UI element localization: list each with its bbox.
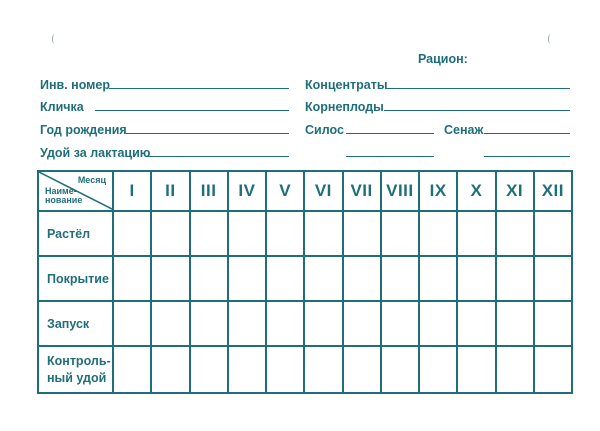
birth-year-field[interactable]	[126, 133, 289, 134]
cell-calving-7[interactable]	[343, 211, 381, 256]
month-header-11: XI	[496, 171, 534, 211]
cell-control-milking-4[interactable]	[228, 346, 266, 393]
inventory-number-field[interactable]	[109, 88, 289, 89]
cell-control-milking-1[interactable]	[113, 346, 151, 393]
row-label-insemination: Покрытие	[38, 256, 113, 301]
cell-control-milking-2[interactable]	[151, 346, 189, 393]
cell-calving-2[interactable]	[151, 211, 189, 256]
monthly-record-table	[37, 170, 571, 390]
cell-insemination-6[interactable]	[304, 256, 342, 301]
row-label-dry-off: Запуск	[38, 301, 113, 346]
cell-calving-12[interactable]	[534, 211, 572, 256]
haylage-label: Сенаж	[444, 123, 484, 137]
cell-dry-off-12[interactable]	[534, 301, 572, 346]
punch-hole-mark-right	[548, 34, 553, 44]
row-label-calving: Растёл	[38, 211, 113, 256]
cell-insemination-12[interactable]	[534, 256, 572, 301]
cell-calving-3[interactable]	[190, 211, 228, 256]
cell-control-milking-10[interactable]	[457, 346, 495, 393]
cell-dry-off-9[interactable]	[419, 301, 457, 346]
cell-insemination-1[interactable]	[113, 256, 151, 301]
cell-control-milking-8[interactable]	[381, 346, 419, 393]
haylage-field-extra[interactable]	[484, 156, 570, 157]
nickname-label: Кличка	[40, 100, 84, 114]
month-header-10: X	[457, 171, 495, 211]
cell-control-milking-12[interactable]	[534, 346, 572, 393]
silage-field-extra[interactable]	[346, 156, 434, 157]
silage-field[interactable]	[346, 133, 434, 134]
table-row-control-milking	[38, 346, 572, 393]
cell-calving-5[interactable]	[266, 211, 304, 256]
cell-dry-off-11[interactable]	[496, 301, 534, 346]
cell-dry-off-10[interactable]	[457, 301, 495, 346]
ration-title: Рацион:	[418, 52, 468, 66]
cell-insemination-7[interactable]	[343, 256, 381, 301]
cell-insemination-3[interactable]	[190, 256, 228, 301]
birth-year-label: Год рождения	[40, 123, 127, 137]
month-header-12: XII	[534, 171, 572, 211]
corner-month-label: Месяц	[77, 175, 106, 185]
cell-dry-off-5[interactable]	[266, 301, 304, 346]
month-header-1: I	[113, 171, 151, 211]
silage-label: Силос	[305, 123, 344, 137]
cell-dry-off-3[interactable]	[190, 301, 228, 346]
cell-calving-10[interactable]	[457, 211, 495, 256]
lactation-yield-label: Удой за лактацию	[40, 146, 151, 160]
cell-control-milking-11[interactable]	[496, 346, 534, 393]
cell-dry-off-2[interactable]	[151, 301, 189, 346]
lactation-yield-field[interactable]	[146, 156, 289, 157]
table-row-calving	[38, 211, 572, 256]
root-crops-label: Корнеплоды	[305, 100, 384, 114]
inventory-number-label: Инв. номер	[40, 78, 111, 92]
cell-control-milking-9[interactable]	[419, 346, 457, 393]
cell-dry-off-6[interactable]	[304, 301, 342, 346]
nickname-field[interactable]	[95, 110, 289, 111]
cell-insemination-11[interactable]	[496, 256, 534, 301]
cell-control-milking-7[interactable]	[343, 346, 381, 393]
cell-control-milking-3[interactable]	[190, 346, 228, 393]
table-row-dry-off	[38, 301, 572, 346]
cell-insemination-8[interactable]	[381, 256, 419, 301]
cell-insemination-2[interactable]	[151, 256, 189, 301]
table-row-insemination	[38, 256, 572, 301]
month-header-3: III	[190, 171, 228, 211]
root-crops-field[interactable]	[384, 110, 570, 111]
cell-insemination-10[interactable]	[457, 256, 495, 301]
cell-control-milking-6[interactable]	[304, 346, 342, 393]
scan-speck	[533, 213, 535, 215]
cell-calving-8[interactable]	[381, 211, 419, 256]
month-header-4: IV	[228, 171, 266, 211]
cell-calving-9[interactable]	[419, 211, 457, 256]
concentrates-label: Концентраты	[305, 78, 388, 92]
table-corner-header	[38, 171, 113, 211]
month-header-8: VIII	[381, 171, 419, 211]
cell-control-milking-5[interactable]	[266, 346, 304, 393]
row-label-control-milking: Контроль- ный удой	[38, 346, 113, 393]
cell-insemination-5[interactable]	[266, 256, 304, 301]
month-header-2: II	[151, 171, 189, 211]
cell-dry-off-7[interactable]	[343, 301, 381, 346]
cell-calving-1[interactable]	[113, 211, 151, 256]
cell-calving-6[interactable]	[304, 211, 342, 256]
haylage-field[interactable]	[484, 133, 570, 134]
cell-insemination-4[interactable]	[228, 256, 266, 301]
cell-insemination-9[interactable]	[419, 256, 457, 301]
month-header-6: VI	[304, 171, 342, 211]
month-header-7: VII	[343, 171, 381, 211]
cell-dry-off-8[interactable]	[381, 301, 419, 346]
cell-calving-11[interactable]	[496, 211, 534, 256]
cell-dry-off-4[interactable]	[228, 301, 266, 346]
cell-calving-4[interactable]	[228, 211, 266, 256]
punch-hole-mark-left	[52, 34, 57, 44]
cell-dry-off-1[interactable]	[113, 301, 151, 346]
corner-name-label: Наиме- нование	[45, 186, 83, 205]
month-header-9: IX	[419, 171, 457, 211]
month-header-5: V	[266, 171, 304, 211]
concentrates-field[interactable]	[386, 88, 570, 89]
